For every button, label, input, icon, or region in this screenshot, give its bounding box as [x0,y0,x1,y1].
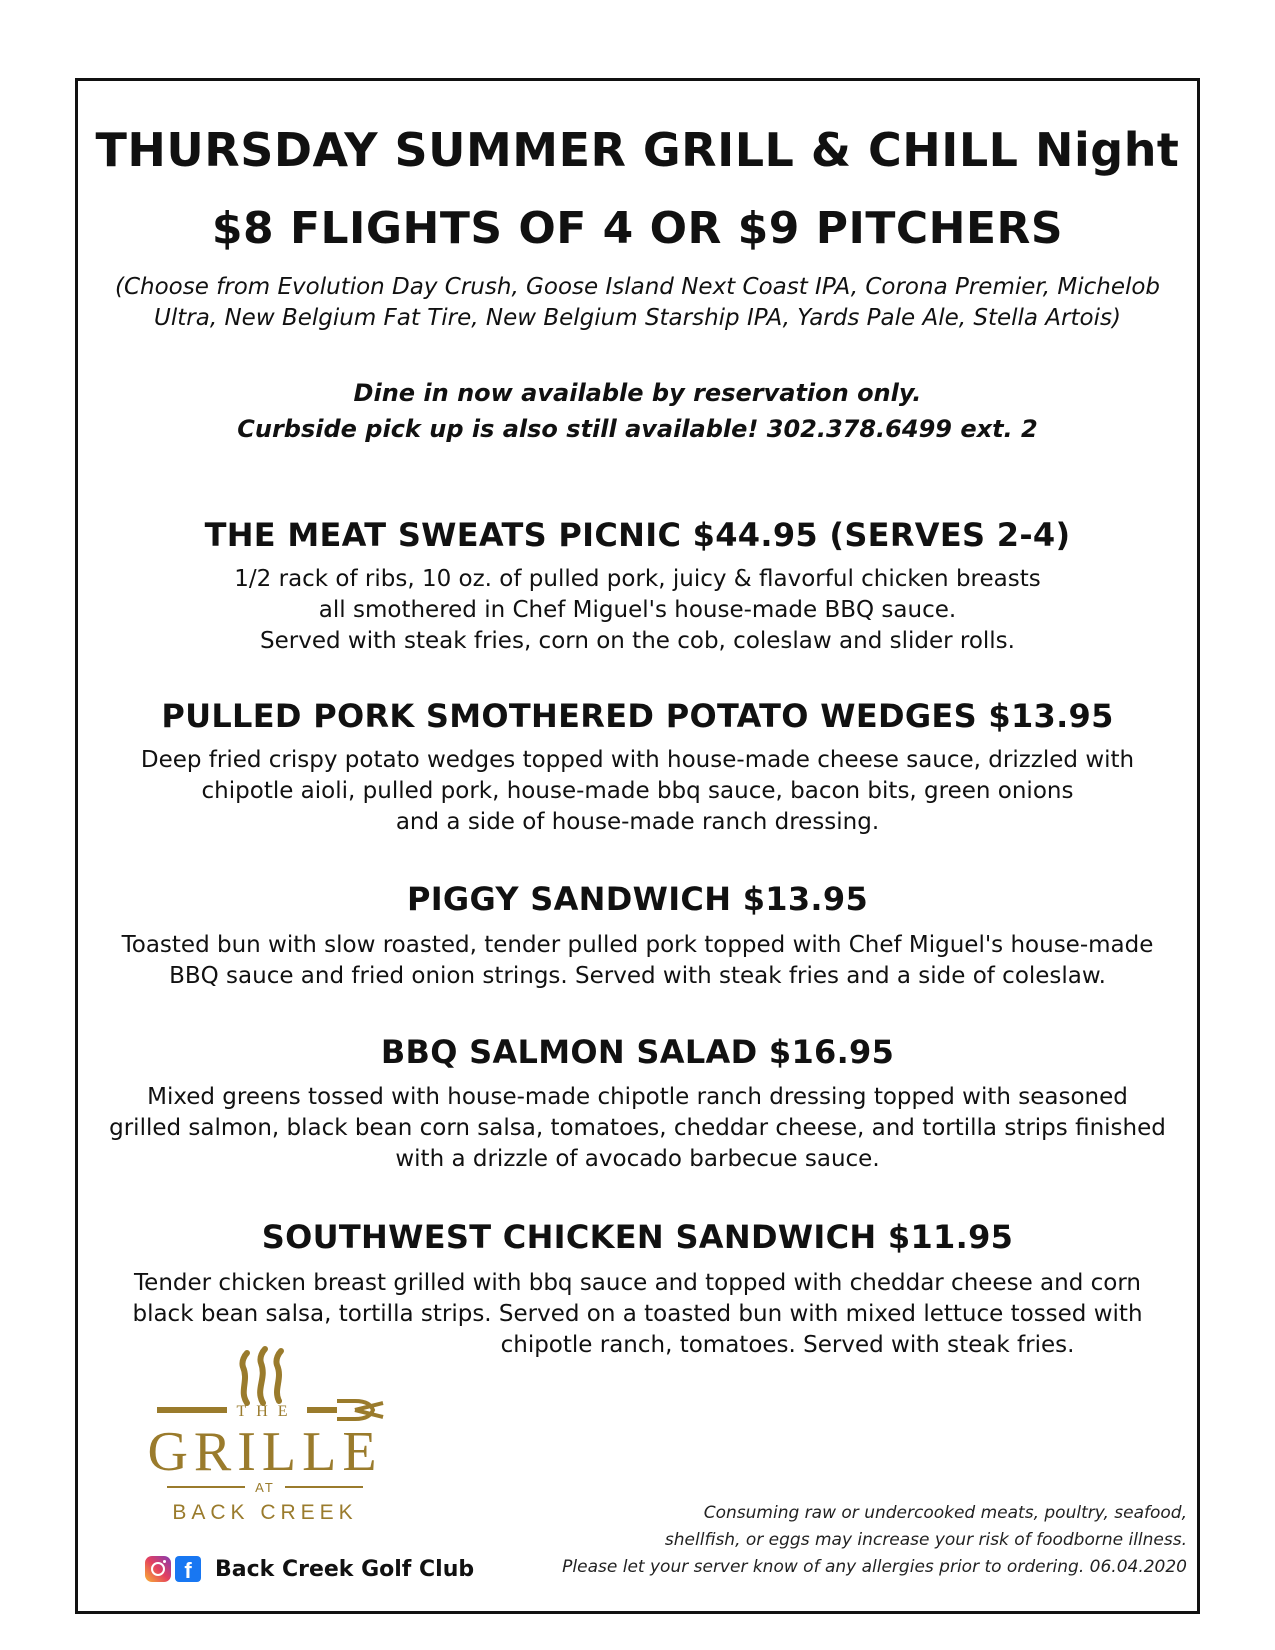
description-line: BBQ sauce and fried onion strings. Served with steak fries and a side of coleslaw. [169,963,1106,989]
description-line: grilled salmon, black bean corn salsa, tomatoes, cheddar cheese, and tortilla strips finished [109,1115,1166,1141]
menu-item-description [78,930,1197,992]
flame-icon [242,1349,281,1403]
disclaimer-line: Please let your server know of any allergies prior to ordering. 06.04.2020 [562,1557,1187,1577]
description-line: Tender chicken breast grilled with bbq sauce and topped with cheddar cheese and corn [134,1270,1141,1296]
facebook-icon[interactable]: f [175,1556,201,1582]
beer-note-line: (Choose from Evolution Day Crush, Goose Island Next Coast IPA, Corona Premier, Michelob [114,274,1161,300]
grille-logo [135,1345,415,1545]
logo-at: AT [255,1480,275,1495]
disclaimer-line: Consuming raw or undercooked meats, poultry, seafood, [703,1503,1187,1523]
description-line: Deep fried crispy potato wedges topped with house-made cheese sauce, drizzled with [140,747,1135,773]
logo-place: BACK CREEK [172,1501,358,1524]
dine-in-notice [78,375,1197,447]
food-safety-disclaimer [537,1500,1187,1581]
menu-item-description [78,745,1197,838]
disclaimer-line: shellfish, or eggs may increase your risk of foodborne illness. [664,1530,1187,1550]
logo-name: GRILLE [147,1421,383,1483]
menu-item-title: PIGGY SANDWICH $13.95 [406,880,869,918]
description-line: chipotle aioli, pulled pork, house-made bbq sauce, bacon bits, green onions [201,778,1074,804]
menu-item-title: THE MEAT SWEATS PICNIC $44.95 (SERVES 2-4) [204,516,1071,554]
description-line: and a side of house-made ranch dressing. [395,809,880,835]
description-line: Served with steak fries, corn on the cob, coleslaw and slider rolls. [260,628,1015,654]
description-line: 1/2 rack of ribs, 10 oz. of pulled pork, juicy & flavorful chicken breasts [234,566,1041,592]
description-line: Toasted bun with slow roasted, tender pulled pork topped with Chef Miguel's house-made [121,932,1154,958]
instagram-icon[interactable] [145,1556,171,1582]
description-line: Mixed greens tossed with house-made chipotle ranch dressing topped with seasoned [147,1084,1128,1110]
menu-item-title: SOUTHWEST CHICKEN SANDWICH $11.95 [261,1218,1014,1256]
page-subtitle: $8 FLIGHTS OF 4 OR $9 PITCHERS [211,203,1064,254]
menu-item-title: PULLED PORK SMOTHERED POTATO WEDGES $13.95 [161,697,1114,735]
description-line: chipotle ranch, tomatoes. Served with steak fries. [500,1332,1075,1358]
social-label: Back Creek Golf Club [215,1556,475,1582]
description-line: all smothered in Chef Miguel's house-made BBQ sauce. [318,597,957,623]
logo-the: THE [236,1403,298,1420]
beer-list-note [78,272,1197,334]
notice-line: Dine in now available by reservation only. [353,379,922,407]
page-title: THURSDAY SUMMER GRILL & CHILL Night [95,123,1180,177]
notice-line: Curbside pick up is also still available! 302.378.6499 ext. 2 [237,415,1038,443]
description-line: with a drizzle of avocado barbecue sauce. [395,1146,880,1172]
menu-item-description [78,564,1197,657]
menu-item-title: BBQ SALMON SALAD $16.95 [380,1033,895,1071]
social-links [145,1555,474,1583]
description-line: black bean salsa, tortilla strips. Served on a toasted bun with mixed lettuce tossed with [132,1301,1143,1327]
menu-item-description [78,1082,1197,1175]
beer-note-line: Ultra, New Belgium Fat Tire, New Belgium Starship IPA, Yards Pale Ale, Stella Artois) [154,305,1121,331]
